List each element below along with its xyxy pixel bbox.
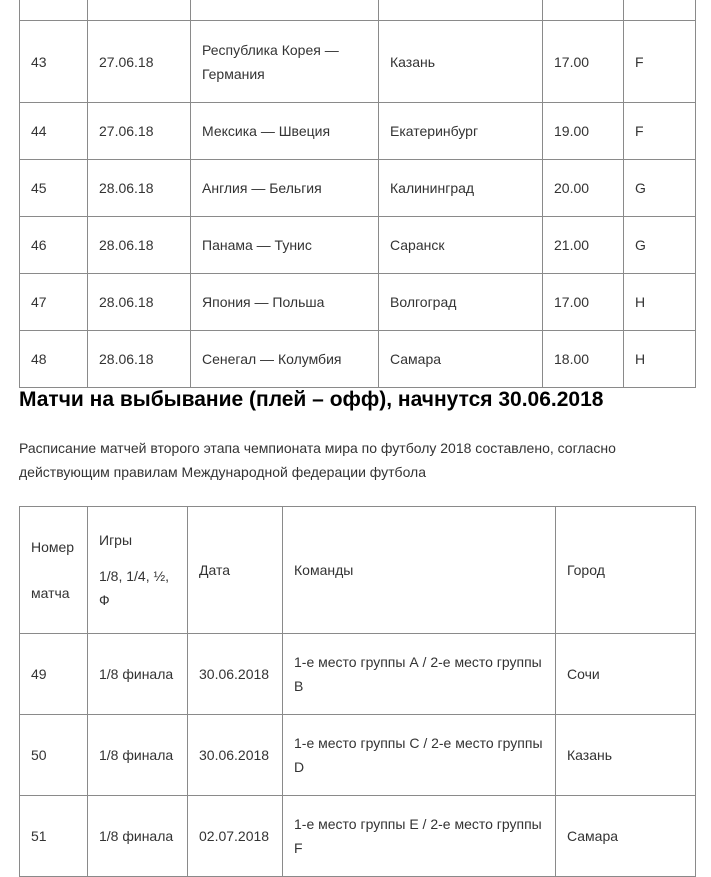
match-time: 19.00	[543, 103, 624, 160]
table-header-row	[20, 507, 696, 634]
match-date: 28.06.18	[88, 274, 191, 331]
match-time: 17.00	[543, 274, 624, 331]
match-date: 28.06.18	[88, 331, 191, 388]
table-row	[20, 634, 696, 715]
table-row	[20, 796, 696, 877]
match-teams: 1-е место группы E / 2-е место группы F	[283, 796, 556, 877]
match-city: Сочи	[556, 634, 696, 715]
header-teams: Команды	[283, 507, 556, 634]
match-city: Казань	[379, 21, 543, 103]
match-teams: Республика Корея — Германия	[191, 21, 379, 103]
match-time: 18.00	[543, 331, 624, 388]
match-date: 28.06.18	[88, 217, 191, 274]
match-number: 50	[20, 715, 88, 796]
header-num-line1: Номер	[31, 539, 75, 555]
header-games-line1: Игры	[99, 532, 133, 548]
match-date: 27.06.18	[88, 21, 191, 103]
table-row	[20, 715, 696, 796]
match-group: F	[624, 21, 696, 103]
match-time: 17.00	[543, 21, 624, 103]
playoff-heading: Матчи на выбывание (плей – офф), начнутся 30.06.2018	[19, 388, 604, 411]
match-date: 27.06.18	[88, 103, 191, 160]
match-number: 48	[20, 331, 88, 388]
match-number: 46	[20, 217, 88, 274]
match-teams: Англия — Бельгия	[191, 160, 379, 217]
match-stage: 1/8 финала	[88, 715, 188, 796]
match-number: 47	[20, 274, 88, 331]
match-teams: Сенегал — Колумбия	[191, 331, 379, 388]
header-city: Город	[556, 507, 696, 634]
match-group: H	[624, 331, 696, 388]
match-group: H	[624, 274, 696, 331]
match-time: 20.00	[543, 160, 624, 217]
match-date: 28.06.18	[88, 160, 191, 217]
header-num-line2: матча	[31, 585, 70, 601]
match-stage: 1/8 финала	[88, 796, 188, 877]
header-match-number	[20, 507, 88, 634]
table-row	[20, 21, 696, 103]
match-teams: 1-е место группы А / 2-е место группы В	[283, 634, 556, 715]
match-date: 02.07.2018	[188, 796, 283, 877]
match-city: Екатеринбург	[379, 103, 543, 160]
group-stage-table	[19, 0, 696, 388]
header-games-line2: 1/8, 1/4, ½, Ф	[99, 568, 170, 608]
header-games	[88, 507, 188, 634]
table-row	[20, 103, 696, 160]
match-group: G	[624, 160, 696, 217]
match-number: 49	[20, 634, 88, 715]
match-city: Волгоград	[379, 274, 543, 331]
table-row	[20, 274, 696, 331]
match-stage: 1/8 финала	[88, 634, 188, 715]
table-row	[20, 331, 696, 388]
match-city: Калининград	[379, 160, 543, 217]
match-teams: Мексика — Швеция	[191, 103, 379, 160]
match-number: 44	[20, 103, 88, 160]
table-row	[20, 160, 696, 217]
table-row	[20, 217, 696, 274]
header-date: Дата	[188, 507, 283, 634]
playoff-intro-text: Расписание матчей второго этапа чемпионата мира по футболу 2018 составлено, согласно действующим правилам Международной федерации футбола	[19, 440, 616, 480]
match-number: 51	[20, 796, 88, 877]
match-teams: 1-е место группы С / 2-е место группы D	[283, 715, 556, 796]
match-number: 45	[20, 160, 88, 217]
match-city: Самара	[556, 796, 696, 877]
match-teams: Панама — Тунис	[191, 217, 379, 274]
match-group: F	[624, 103, 696, 160]
match-date: 30.06.2018	[188, 634, 283, 715]
match-city: Саранск	[379, 217, 543, 274]
match-city: Самара	[379, 331, 543, 388]
match-date: 30.06.2018	[188, 715, 283, 796]
match-teams: Япония — Польша	[191, 274, 379, 331]
table-row	[20, 0, 696, 21]
playoff-table	[19, 506, 696, 877]
match-city: Казань	[556, 715, 696, 796]
match-number: 43	[20, 21, 88, 103]
match-group: G	[624, 217, 696, 274]
match-time: 21.00	[543, 217, 624, 274]
